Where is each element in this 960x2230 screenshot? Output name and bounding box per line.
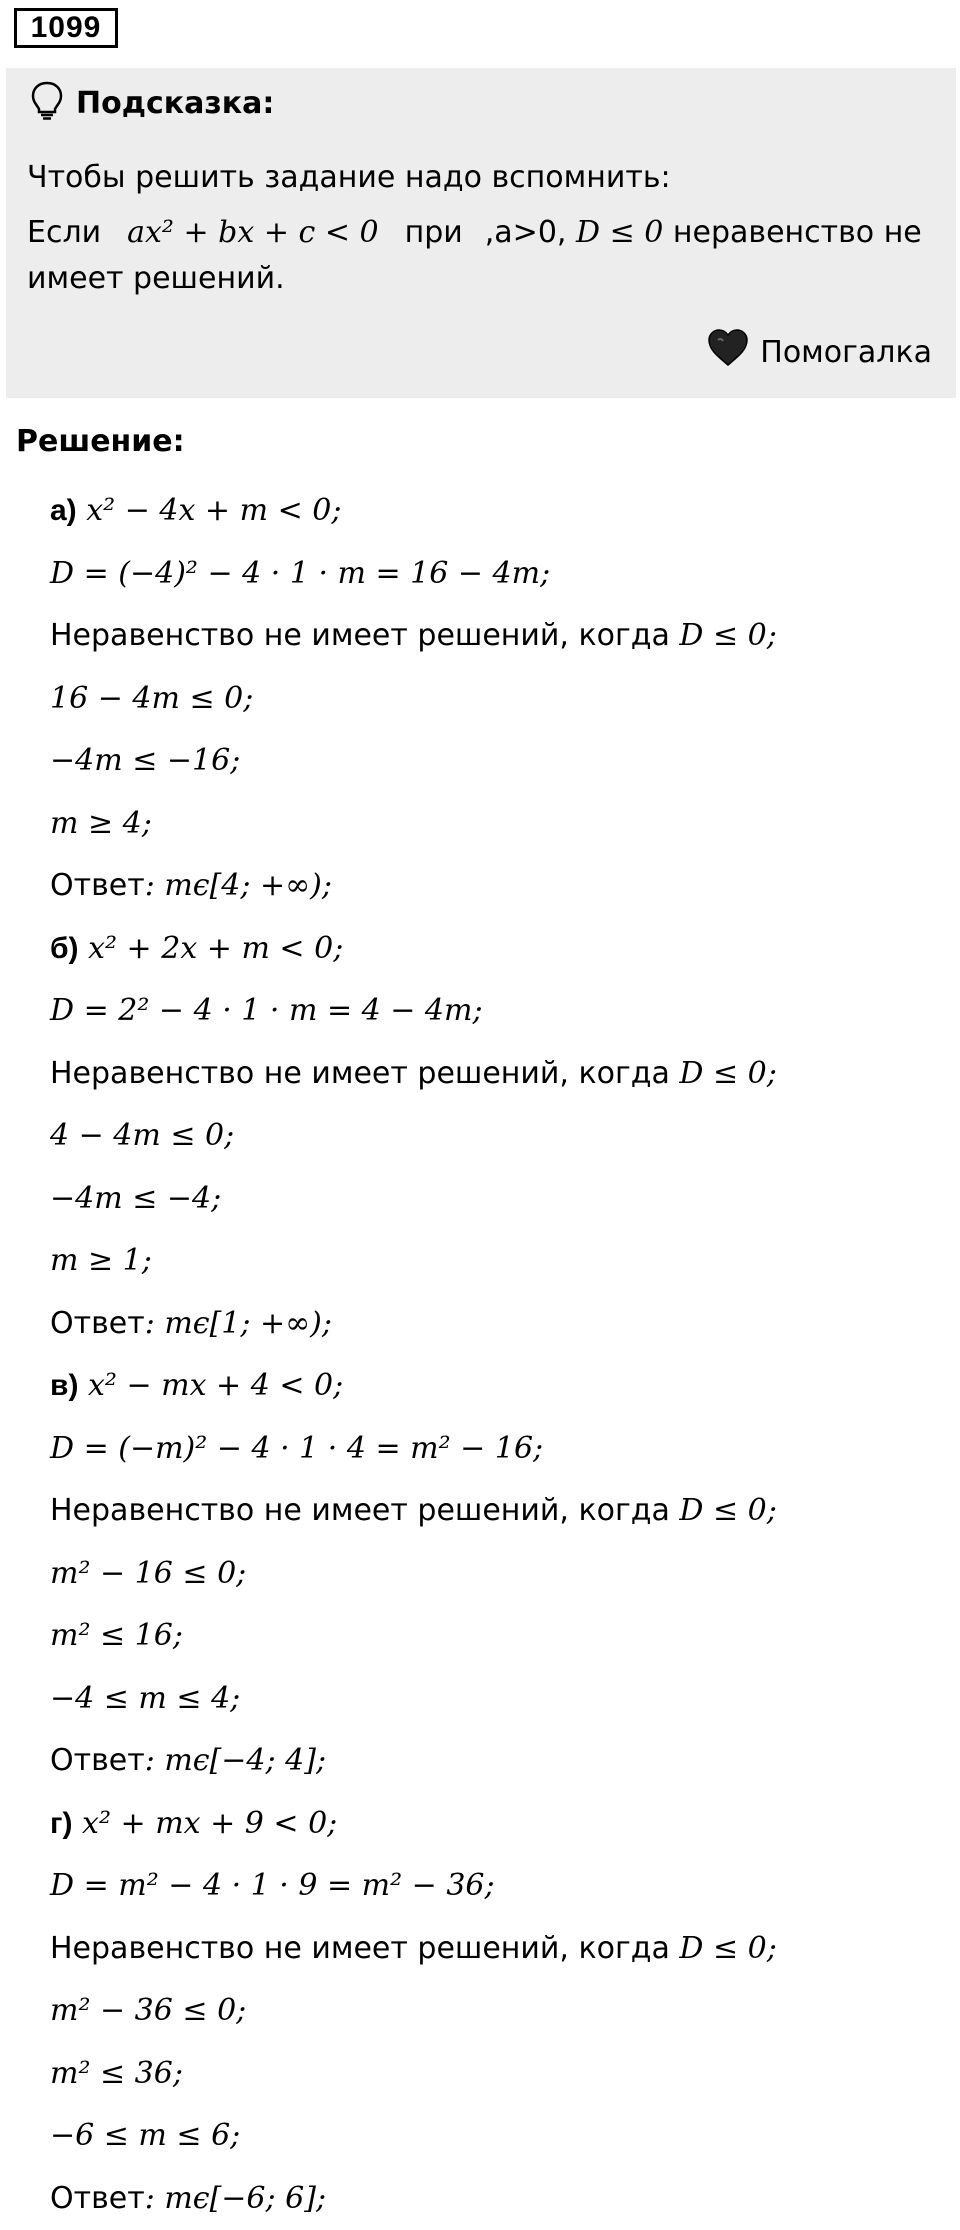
part-d-condition: [50, 1918, 930, 1981]
part-c-step: m² ≤ 16;: [50, 1605, 930, 1668]
answer-label: Ответ: [50, 1743, 145, 1778]
part-b-condition: [50, 1043, 930, 1106]
part-d-step: m² ≤ 36;: [50, 2043, 930, 2106]
part-b-step: −4m ≤ −4;: [50, 1168, 930, 1231]
hint-at-word: при: [405, 215, 463, 250]
heart-icon: [706, 328, 760, 376]
helper-button[interactable]: [706, 328, 932, 376]
hint-suffix: неравенство не имеет решений.: [27, 215, 922, 296]
helper-label: Помогалка: [760, 335, 932, 370]
equation: x² + mx + 9 < 0;: [82, 1806, 337, 1841]
hint-title: Подсказка:: [76, 86, 274, 121]
part-c-discriminant: D = (−m)² − 4 · 1 · 4 = m² − 16;: [50, 1418, 930, 1481]
part-a-step: m ≥ 4;: [50, 793, 930, 856]
hint-header[interactable]: [30, 78, 274, 128]
part-c-equation: [50, 1355, 930, 1418]
part-b-step: 4 − 4m ≤ 0;: [50, 1105, 930, 1168]
part-a-equation: [50, 480, 930, 543]
part-label: г): [50, 1807, 73, 1840]
part-b-equation: [50, 918, 930, 981]
condition-text: Неравенство не имеет решений, когда: [50, 618, 670, 653]
answer-value: : mϵ[−6; 6];: [145, 2181, 326, 2216]
condition-math: D ≤ 0;: [679, 1931, 776, 1966]
solution-label: Решение:: [16, 424, 185, 459]
part-a-step: 16 − 4m ≤ 0;: [50, 668, 930, 731]
part-d-step: m² − 36 ≤ 0;: [50, 1980, 930, 2043]
part-c-answer: [50, 1730, 930, 1793]
equation: x² − 4x + m < 0;: [86, 493, 341, 528]
condition-text: Неравенство не имеет решений, когда: [50, 1931, 670, 1966]
condition-math: D ≤ 0;: [679, 1056, 776, 1091]
part-a-step: −4m ≤ −16;: [50, 730, 930, 793]
part-b-discriminant: D = 2² − 4 · 1 · m = 4 − 4m;: [50, 980, 930, 1043]
part-d-step: −6 ≤ m ≤ 6;: [50, 2105, 930, 2168]
hint-intro: Чтобы решить задание надо вспомнить:: [27, 160, 671, 195]
part-label: б): [50, 932, 79, 965]
condition-text: Неравенство не имеет решений, когда: [50, 1056, 670, 1091]
part-c-step: m² − 16 ≤ 0;: [50, 1543, 930, 1606]
lightbulb-icon: [30, 81, 64, 125]
problem-number: 1099: [14, 8, 118, 48]
equation: x² + 2x + m < 0;: [88, 931, 343, 966]
part-b-answer: [50, 1293, 930, 1356]
part-a-discriminant: D = (−4)² − 4 · 1 · m = 16 − 4m;: [50, 543, 930, 606]
answer-label: Ответ: [50, 868, 145, 903]
hint-if-word: Если: [27, 215, 101, 250]
answer-value: : mϵ[4; +∞);: [145, 868, 332, 903]
condition-text: Неравенство не имеет решений, когда: [50, 1493, 670, 1528]
hint-inequality: ax² + bx + c < 0: [127, 215, 378, 250]
answer-value: : mϵ[1; +∞);: [145, 1306, 332, 1341]
answer-value: : mϵ[−4; 4];: [145, 1743, 326, 1778]
hint-condition-d: D ≤ 0: [576, 215, 663, 250]
hint-box: [6, 68, 956, 398]
hint-rule: [27, 210, 939, 302]
part-d-equation: [50, 1793, 930, 1856]
part-label: а): [50, 494, 77, 527]
equation: x² − mx + 4 < 0;: [88, 1368, 343, 1403]
part-b-step: m ≥ 1;: [50, 1230, 930, 1293]
part-a-condition: [50, 605, 930, 668]
part-d-answer: [50, 2168, 930, 2230]
part-c-step: −4 ≤ m ≤ 4;: [50, 1668, 930, 1731]
part-d-discriminant: D = m² − 4 · 1 · 9 = m² − 36;: [50, 1855, 930, 1918]
condition-math: D ≤ 0;: [679, 618, 776, 653]
condition-math: D ≤ 0;: [679, 1493, 776, 1528]
hint-condition-a: ,a>0,: [485, 215, 567, 250]
answer-label: Ответ: [50, 1306, 145, 1341]
part-c-condition: [50, 1480, 930, 1543]
answer-label: Ответ: [50, 2181, 145, 2216]
solution-body: [50, 480, 930, 2230]
part-a-answer: [50, 855, 930, 918]
part-label: в): [50, 1369, 78, 1402]
